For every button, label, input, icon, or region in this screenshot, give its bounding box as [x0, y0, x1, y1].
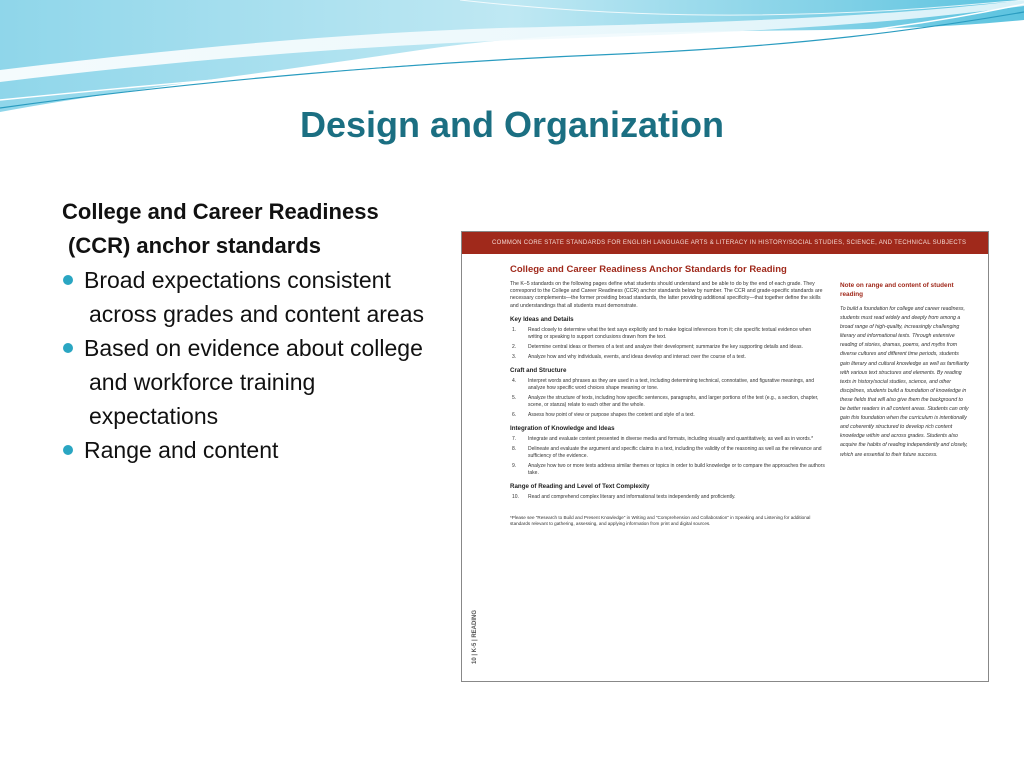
ccr-heading-line-2: (CCR) anchor standards [68, 233, 322, 258]
item-text: Determine central ideas or themes of a text and analyze their development; summarize the key supporting details and ideas. [528, 343, 803, 350]
note-text: To build a foundation for college and career readiness, students must read widely and deeply from among a broad range of high-quality, increasingly challenging literary and informational texts. Through extensive reading of stories, dramas, poems, and myths from diverse cultures and different time periods, students gain literary and cultural knowledge as well as familiarity with various text structures and elements. By reading texts in history/social studies, science, and other disciplines, students build a foundation of knowledge in these fields that will also give them the background to be better readers in all content areas. Students can only gain this foundation when the curriculum is intentionally and coherently structured to develop rich content knowledge within and across grades. Students also acquire the habits of reading independently and closely, which are essential to their future success. [840, 306, 969, 458]
bullet-text: Broad expectations consistent [84, 267, 391, 293]
item-text: Analyze the structure of texts, including how specific sentences, paragraphs, and larger portions of the text (e.g., a section, chapter, scene, or stanza) relate to each other and the whole. [528, 394, 819, 408]
bullet-dot-icon [63, 275, 73, 285]
standard-item [510, 463, 825, 477]
standard-item [510, 354, 825, 361]
item-number: 5. [512, 394, 517, 401]
item-text: Interpret words and phrases as they are used in a text, including determining technical, connotative, and figurative meanings, and analyze how specific word choices shape meaning or tone. [528, 377, 815, 391]
standard-item [510, 494, 825, 501]
bullet-text-continuation: across grades and content areas [89, 301, 424, 327]
bullet-text-continuation: expectations [89, 403, 219, 429]
standard-item [510, 327, 825, 341]
document-intro: The K–5 standards on the following pages define what students should understand and be able to do by the end of each grade. They correspond to the College and Career Readiness (CCR) anchor standards below by number. The CCR and grade-specific standards are necessary complements—the former providing broad standards, the latter providing additional specificity—that together define the skills and understandings that all students must demonstrate. [510, 281, 823, 309]
slide-title: Design and Organization [299, 104, 725, 145]
bullet-text-continuation: and workforce training [89, 369, 316, 395]
wave-background [0, 0, 1024, 120]
document-main-column [510, 264, 825, 528]
bullet-evidence-based [62, 331, 472, 433]
item-number: 4. [512, 377, 517, 384]
ccr-heading-line-1: College and Career Readiness [62, 199, 379, 224]
bullet-dot-icon [63, 343, 73, 353]
item-number: 2. [512, 343, 517, 350]
standards-document-image [461, 231, 989, 682]
content-block [62, 195, 472, 467]
item-text: Read and comprehend complex literary and informational texts independently and proficiently. [528, 493, 736, 500]
section-heading: Integration of Knowledge and Ideas [510, 424, 615, 432]
section-heading: Range of Reading and Level of Text Complexity [510, 482, 650, 490]
document-side-label [472, 604, 488, 674]
standard-item [510, 395, 825, 409]
bullet-broad-expectations [62, 263, 472, 331]
item-number: 6. [512, 411, 517, 418]
item-text: Assess how point of view or purpose shapes the content and style of a text. [528, 411, 695, 418]
item-text: Integrate and evaluate content presented in diverse media and formats, including visually and quantitatively, as well as in words.* [528, 435, 814, 442]
document-sidebar-note [840, 282, 970, 460]
note-heading: Note on range and content of student reading [840, 282, 954, 298]
bullet-range-content [62, 433, 472, 467]
standard-item [510, 344, 825, 351]
bullet-text: Range and content [84, 437, 279, 463]
document-header: COMMON CORE STATE STANDARDS FOR ENGLISH LANGUAGE ARTS & LITERACY IN HISTORY/SOCIAL STUDIES, SCIENCE, AND TECHNICAL SUBJECTS [462, 232, 988, 254]
document-footnote: *Please see "Research to Build and Present Knowledge" in Writing and "Comprehension and Collaboration" in Speaking and Listening for additional standards relevant to gathering, assessing, and applying information from print and digital sources. [510, 514, 811, 527]
section-heading: Key Ideas and Details [510, 315, 574, 323]
item-number: 8. [512, 445, 517, 452]
item-number: 10. [512, 493, 519, 500]
item-number: 7. [512, 435, 517, 442]
bullet-text: Based on evidence about college [84, 335, 423, 361]
section-heading: Craft and Structure [510, 366, 567, 374]
bullet-dot-icon [63, 445, 73, 455]
standard-item [510, 436, 825, 443]
item-text: Analyze how two or more texts address similar themes or topics in order to build knowledge or to compare the approaches the authors take. [528, 462, 825, 476]
item-text: Read closely to determine what the text says explicitly and to make logical inferences from it; cite specific textual evidence when writing or speaking to support conclusions drawn from the text. [528, 326, 812, 340]
standard-item [510, 446, 825, 460]
item-number: 9. [512, 462, 517, 469]
side-label-text: 10 | K-5 | READING [472, 609, 479, 665]
standard-item [510, 378, 825, 392]
standard-item [510, 412, 825, 419]
document-title: College and Career Readiness Anchor Standards for Reading [510, 264, 787, 275]
item-text: Analyze how and why individuals, events, and ideas develop and interact over the course of a text. [528, 353, 746, 360]
item-number: 3. [512, 353, 517, 360]
item-number: 1. [512, 326, 517, 333]
item-text: Delineate and evaluate the argument and specific claims in a text, including the validity of the reasoning as well as the relevance and sufficiency of the evidence. [528, 445, 822, 459]
